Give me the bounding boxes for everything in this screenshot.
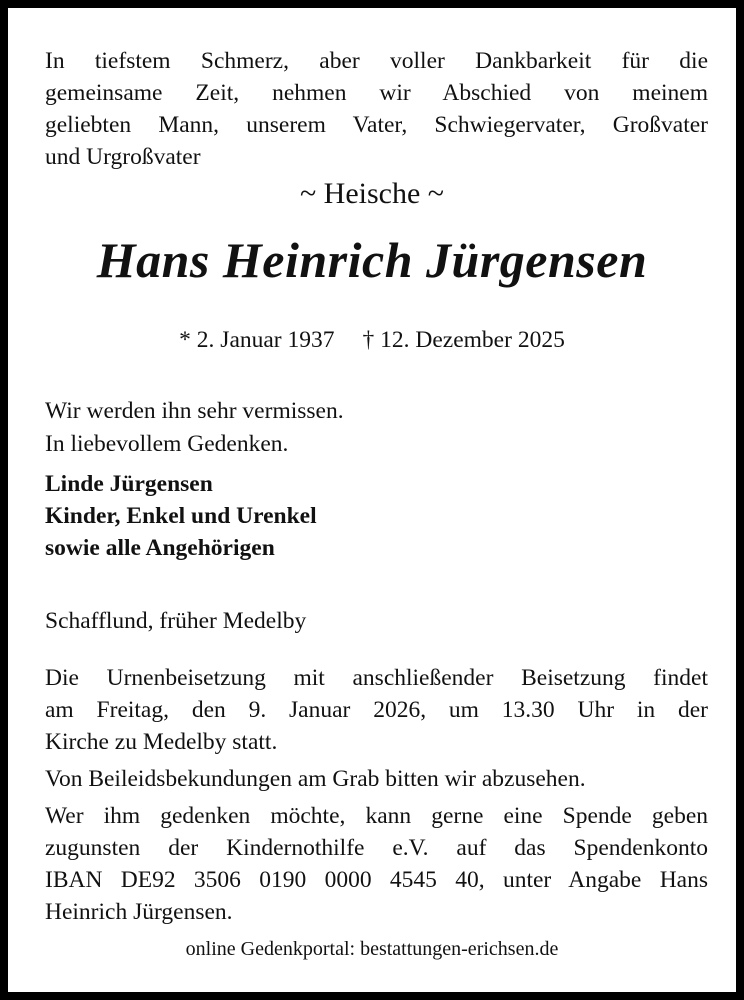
mourner-line: sowie alle Angehörigen	[45, 535, 275, 561]
ceremony-line: Kirche zu Medelby statt.	[45, 729, 278, 755]
sentiment-line: Wir werden ihn sehr vermissen.	[45, 398, 344, 424]
sentiment-line: In liebevollem Gedenken.	[45, 431, 289, 457]
donation-line: Wer ihm gedenken möchte, kann gerne eine Spende geben	[45, 803, 708, 829]
donation-line: Heinrich Jürgensen.	[45, 899, 233, 925]
mourner-line: Kinder, Enkel und Urenkel	[45, 503, 317, 529]
deceased-name: Hans Heinrich Jürgensen	[96, 232, 648, 288]
intro-line: gemeinsame Zeit, nehmen wir Abschied von meinem	[45, 80, 708, 106]
donation-line: IBAN DE92 3506 0190 0000 4545 40, unter Angabe Hans	[45, 867, 708, 893]
mourner-line: Linde Jürgensen	[45, 471, 213, 497]
nickname: ~ Heische ~	[299, 177, 445, 210]
memorial-portal-link[interactable]: online Gedenkportal: bestattungen-erichsen.de	[185, 938, 559, 960]
intro-line: und Urgroßvater	[45, 144, 201, 170]
death-date: † 12. Dezember 2025	[362, 327, 565, 353]
ceremony-line: Die Urnenbeisetzung mit anschließender Beisetzung findet	[45, 665, 708, 691]
donation-line: zugunsten der Kindernothilfe e.V. auf das Spendenkonto	[45, 835, 708, 861]
intro-line: In tiefstem Schmerz, aber voller Dankbarkeit für die	[45, 48, 708, 74]
place: Schafflund, früher Medelby	[45, 608, 307, 634]
ceremony-line: am Freitag, den 9. Januar 2026, um 13.30 Uhr in der	[45, 697, 708, 723]
obituary-card	[8, 8, 736, 992]
intro-line: geliebten Mann, unserem Vater, Schwiegervater, Großvater	[45, 112, 708, 138]
birth-date: * 2. Januar 1937	[179, 327, 335, 353]
condolence-note: Von Beileidsbekundungen am Grab bitten wir abzusehen.	[45, 766, 586, 792]
life-dates	[8, 324, 736, 356]
